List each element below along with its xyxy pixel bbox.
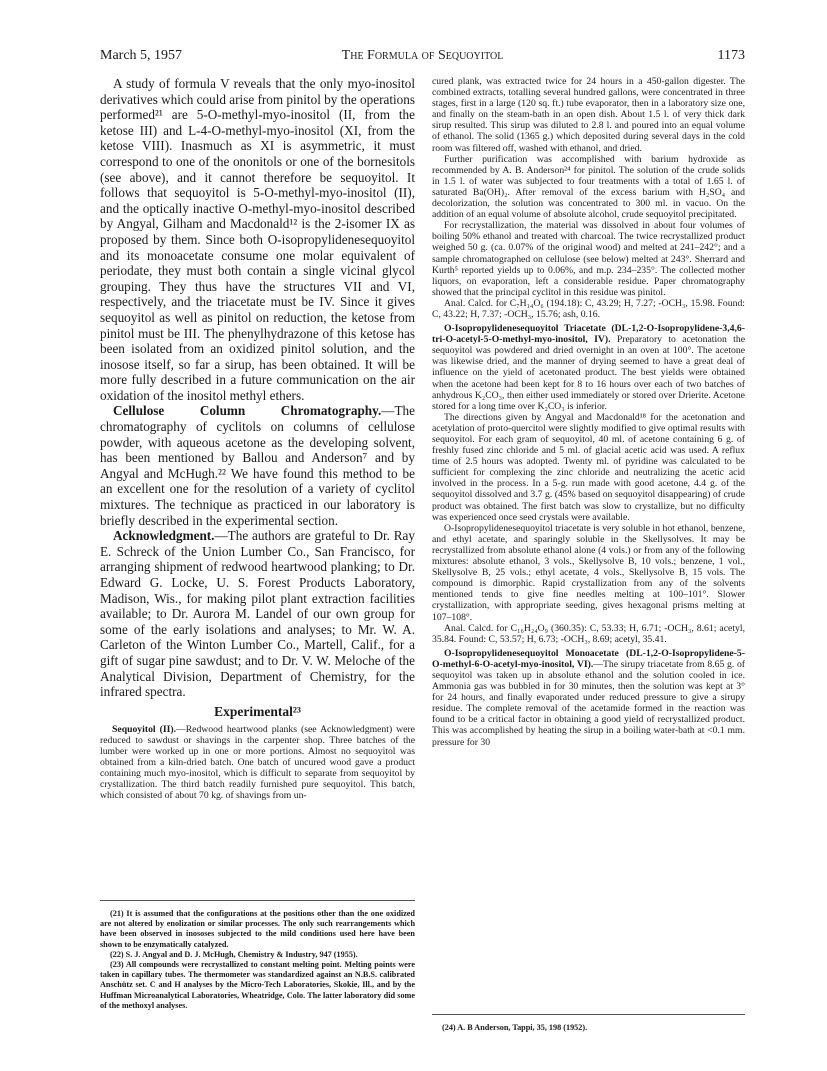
footnote: (23) All compounds were recrystallized to constant melting point. Melting points were taken in capillary tubes. The thermometer was standardized against an N.B.S. calibrated Anschütz set. C and H analyses by the Micro-Tech Laboratories, Skokie, Ill., and by the Huffman Microanalytical Laboratories, Wheatridge, Colo. The latter laboratory did some of the methoxyl analyses.: [100, 960, 415, 1010]
experimental-paragraph: O-Isopropylidenesequoyitol Triacetate (DL-1,2-O-Isopropylidene-3,4,6-tri-O-acetyl-5-O-methyl-myo-inositol, IV). Preparatory to acetonation the sequoyitol was powdered and dried overnight in an oven at 100°. The acetone was likewise dried, and the manner of drying seemed to have a great deal of influence on the yield of acetonated product. The best yields were obtained when the acetone had been kept for 8 to 16 hours over each of two batches of anhydrous K₂CO₃, then either used immediately or stored over Drierite. Acetone stored for a long time over K₂CO₃ is inferior.: [432, 323, 745, 412]
acknowledgment-paragraph: Acknowledgment.—The authors are grateful to Dr. Ray E. Schreck of the Union Lumber Co., San Francisco, for arranging shipment of redwood heartwood planking; to Dr. Edward G. Locke, U. S. Forest Products Laboratory, Madison, Wis., for making pilot plant extraction facilities available; to Dr. Aurora M. Landel of our own group for some of the early isolations and analyses; to Mr. W. A. Carleton of the Winton Lumber Co., Martell, Calif., for a gift of sugar pine sawdust; and to Dr. V. W. Meloche of the Analytical Division, Department of Chemistry, for the infrared spectra.: [100, 528, 415, 700]
experimental-paragraph: Sequoyitol (II).—Redwood heartwood planks (see Acknowledgment) were reduced to sawdust or shavings in the carpenter shop. Three batches of the lumber were worked up in one or more portions. Almost no sequoyitol was obtained from a kiln-dried batch. One batch of uncured wood gave a product containing much myo-inositol, which is difficult to separate from sequoyitol by crystallization. The third batch readily furnished pure sequoyitol. This batch, which consisted of about 70 kg. of shavings from un-: [100, 723, 415, 802]
right-column: [432, 76, 745, 748]
footnotes-left: [100, 900, 415, 1011]
run-in-heading: Sequoyitol (II).: [112, 723, 177, 735]
run-in-heading: O-Isopropylidenesequoyitol Monoacetate (DL-1,2-O-Isopropylidene-5-O-methyl-6-O-acetyl-myo-inositol, VI).: [432, 647, 745, 670]
run-in-heading: O-Isopropylidenesequoyitol Triacetate (DL-1,2-O-Isopropylidene-3,4,6-tri-O-acetyl-5-O-methyl-myo-inositol, IV).: [432, 323, 745, 346]
body-paragraph: Cellulose Column Chromatography.—The chromatography of cyclitols on columns of cellulose powder, with aqueous acetone as the developing solvent, has been mentioned by Ballou and Anderson⁷ and by Angyal and McHugh.²² We have found this method to be an excellent one for the resolution of a variety of cyclitol mixtures. The technique as practiced in our laboratory is briefly described in the experimental section.: [100, 403, 415, 528]
experimental-paragraph: O-Isopropylidenesequoyitol Monoacetate (DL-1,2-O-Isopropylidene-5-O-methyl-6-O-acetyl-myo-inositol, VI).—The sirupy triacetate from 8.65 g. of sequoyitol was taken up in absolute ethanol and the solution cooled in ice. Ammonia gas was bubbled in for 30 minutes, then the solution was kept at 3° for 24 hours, and finally evaporated under reduced pressure to give a sirupy residue. The complete removal of the acetamide formed in the reaction was found to be a critical factor in obtaining a good yield of recrystallized product. This was accomplished by heating the sirup in a boiling water-bath at <0.1 mm. pressure for 30: [432, 647, 746, 748]
footnote: (22) S. J. Angyal and D. J. McHugh, Chemistry & Industry, 947 (1955).: [110, 949, 358, 959]
experimental-paragraph: For recrystallization, the material was dissolved in about four volumes of boiling 50% ethanol and treated with charcoal. The twice recrystallized product weighed 50 g. (ca. 0.07% of the original wood) and melted at 241–242°; and a sample chromatographed on cellulose (see below) melted at 243°. Sherrard and Kurth⁵ reported yields up to 0.06%, and m.p. 234–235°. The collected mother liquors, on evaporation, left a considerable residue. Paper chromatography showed that the principal cyclitol in this residue was pinitol.: [432, 220, 745, 298]
section-heading: Experimental²³: [214, 703, 301, 719]
footnotes-right: [432, 1014, 745, 1033]
run-in-heading: Cellulose Column Chromatography.: [113, 403, 382, 419]
header-date: March 5, 1957: [100, 48, 183, 63]
left-column: [100, 76, 415, 801]
analysis-paragraph: Anal. Calcd. for C₇H₁₄O₆ (194.18): C, 43.29; H, 7.27; -OCH₃, 15.98. Found: C, 43.22; H, 7.37; -OCH₃, 15.76; ash, 0.16.: [432, 297, 745, 320]
experimental-paragraph: The directions given by Angyal and Macdonald¹⁸ for the acetonation and acetylation of proto-quercitol were slightly modified to give optimal results with sequoyitol. For each gram of sequoyitol, 40 ml. of acetone containing 6 g. of freshly fused zinc chloride and 5 ml. of glacial acetic acid was used. A reflux time of 2.5 hours was adopted. Twenty ml. of pyridine was calculated to be sufficient for complexing the zinc chloride and neutralizing the acetic acid involved in the process. In a 5-g. run made with good acetone, 4.4 g. of the sequoyitol dissolved and 3.7 g. (45% based on sequoyitol disappearing) of crude product was obtained. The first batch was slow to crystallize, but no difficulty was experienced once seed crystals were available.: [432, 411, 745, 523]
page-header: [100, 48, 745, 64]
run-in-heading: Acknowledgment.: [113, 528, 215, 544]
footnote: (21) It is assumed that the configurations at the positions other than the one oxidized are not altered by enolization or similar processes. The only such rearrangements which have been observed in inososes subjected to the mild conditions used here have been shown to be enzymatically catalyzed.: [100, 909, 415, 949]
experimental-paragraph: cured plank, was extracted twice for 24 hours in a 450-gallon digester. The combined extracts, totalling several hundred gallons, were concentrated in three stages, first in a large (120 sq. ft.) tube evaporator, then in a laboratory size one, and finally on the steam-bath in an open dish. About 1.5 l. of very thick dark sirup resulted. This sirup was diluted to 2.8 l. and poured into an equal volume of ethanol. The solid (1365 g.) which deposited during several days in the cold room was filtered off, washed with ethanol, and dried.: [432, 76, 745, 154]
footnote: (24) A. B Anderson, Tappi, 35, 198 (1952).: [442, 1023, 588, 1032]
analysis-paragraph: Anal. Calcd. for C₁₆H₂₄O₉ (360.35): C, 53.33; H, 6.71; -OCH₃, 8.61; acetyl, 35.84. Found: C, 53.57; H, 6.73; -OCH₃, 8.69; acetyl, 35.41.: [432, 622, 745, 645]
experimental-paragraph: Further purification was accomplished with barium hydroxide as recommended by A. B. Anderson²⁴ for pinitol. The solution of the crude solids in 1.5 l. of water was subjected to four treatments with a total of 1.65 l. of saturated Ba(OH)₂. After removal of the excess barium with H₂SO₄ and decolorization, the solution was concentrated to 300 ml. in vacuo. On the addition of an equal volume of absolute alcohol, crude sequoyitol precipitated.: [432, 153, 745, 221]
body-paragraph: A study of formula V reveals that the only myo-inositol derivatives which could arise from pinitol by the operations performed²¹ are 5-O-methyl-myo-inositol (II, from the ketose III) and L-4-O-methyl-myo-inositol (XI, from the ketose VIII). Inasmuch as XI is asymmetric, it must correspond to one of the ononitols or one of the bornesitols (see above), and it cannot therefore be sequoyitol. It follows that sequoyitol is 5-O-methyl-myo-inositol (II), and the optically inactive O-methyl-myo-inositol described by Angyal, Gilham and Macdonald¹² is the 2-isomer IX as proposed by them. Since both O-isopropylidenesequoyitol and its monoacetate consume one molar equivalent of periodate, they must both contain a single vicinal glycol grouping. They thus have the structures VII and VI, respectively, and the triacetate must be IV. Since it gives sequoyitol as well as pinitol on reduction, the ketose from pinitol must be III. The phenylhydrazone of this ketose has been isolated from an oxidized pinitol solution, and the inosose itself, so far a sirup, has been obtained. It will be more fully described in a future communication on the air oxidation of the inositol methyl ethers.: [100, 76, 415, 403]
header-page-number: 1173: [717, 48, 745, 63]
experimental-paragraph: O-Isopropylidenesequoyitol triacetate is very soluble in hot ethanol, benzene, and ethyl acetate, and sparingly soluble in the Skellysolves. It may be recrystallized from absolute ethanol alone (4 vols.) or from any of the following mixtures: absolute ethanol, 3 vols., Skellysolve B, 10 vols.; benzene, 1 vol., Skellysolve B, 25 vols.; ethyl acetate, 4 vols., Skellysolve B, 15 vols. The compound is dimorphic. Rapid crystallization from any of the solvents mentioned tends to give fine needles melting at 100–101°. Slower crystallization, with appropriate seeding, gives hexagonal prisms melting at 107–108°.: [432, 522, 745, 623]
header-title: The Formula of Sequoyitol: [341, 48, 504, 63]
